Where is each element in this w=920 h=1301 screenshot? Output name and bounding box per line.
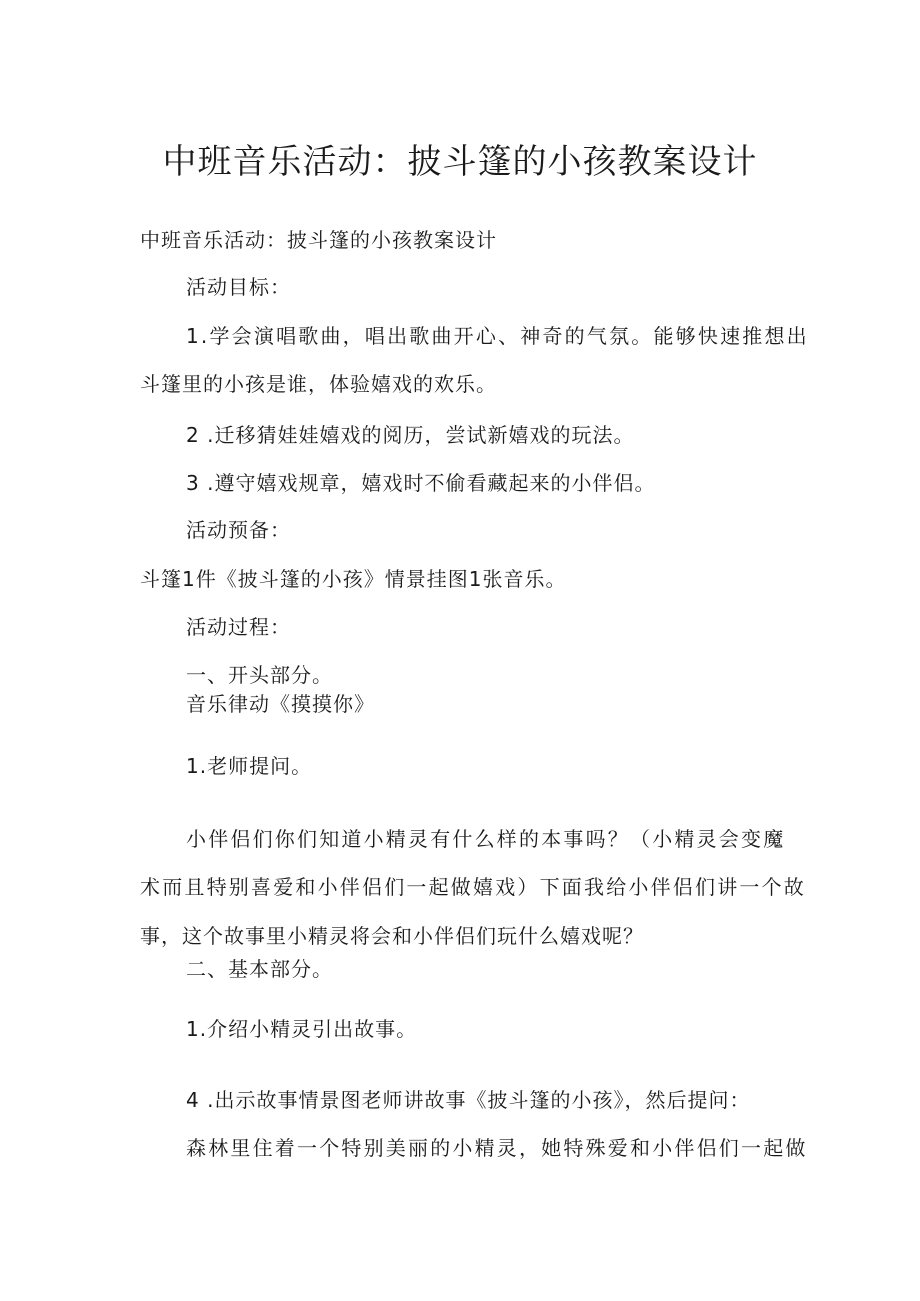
- document-title: 中班音乐活动：披斗篷的小孩教案设计: [162, 142, 758, 182]
- paragraph-line-1: 小伴侣们你们知道小精灵有什么样的本事吗？（小精灵会变魔: [186, 827, 786, 851]
- story-paragraph-line: 森林里住着一个特别美丽的小精灵，她特殊爱和小伴侣们一起做: [186, 1136, 808, 1160]
- introduce-elf-line: 1.介绍小精灵引出故事。: [186, 1017, 418, 1041]
- goal-1-line-1: 1.学会演唱歌曲，唱出歌曲开心、神奇的气氛。能够快速推想出: [186, 324, 809, 348]
- heading-activity-process: 活动过程：: [186, 615, 291, 639]
- section-basic: 二、基本部分。: [186, 957, 333, 981]
- paragraph-line-2: 术而且特别喜爱和小伴侣们一起做嬉戏）下面我给小伴侣们讲一个故: [140, 875, 806, 899]
- paragraph-line-3: 事，这个故事里小精灵将会和小伴侣们玩什么嬉戏呢？: [140, 924, 644, 948]
- heading-activity-goals: 活动目标：: [186, 275, 291, 299]
- music-rhythm-line: 音乐律动《摸摸你》: [186, 692, 375, 716]
- section-opening: 一、开头部分。: [186, 663, 333, 687]
- goal-1-line-2: 斗篷里的小孩是谁，体验嬉戏的欢乐。: [140, 372, 497, 396]
- preparation-line: 斗篷1件《披斗篷的小孩》情景挂图1张音乐。: [140, 567, 567, 591]
- heading-activity-preparation: 活动预备：: [186, 518, 291, 542]
- goal-2-line: 2 .迁移猜娃娃嬉戏的阅历，尝试新嬉戏的玩法。: [186, 423, 635, 447]
- subtitle-line: 中班音乐活动：披斗篷的小孩教案设计: [140, 228, 497, 252]
- goal-3-line: 3 .遵守嬉戏规章，嬉戏时不偷看藏起来的小伴侣。: [186, 471, 656, 495]
- story-line: 4 .出示故事情景图老师讲故事《披斗篷的小孩》，然后提问：: [186, 1088, 751, 1112]
- teacher-question-line: 1.老师提问。: [186, 754, 313, 778]
